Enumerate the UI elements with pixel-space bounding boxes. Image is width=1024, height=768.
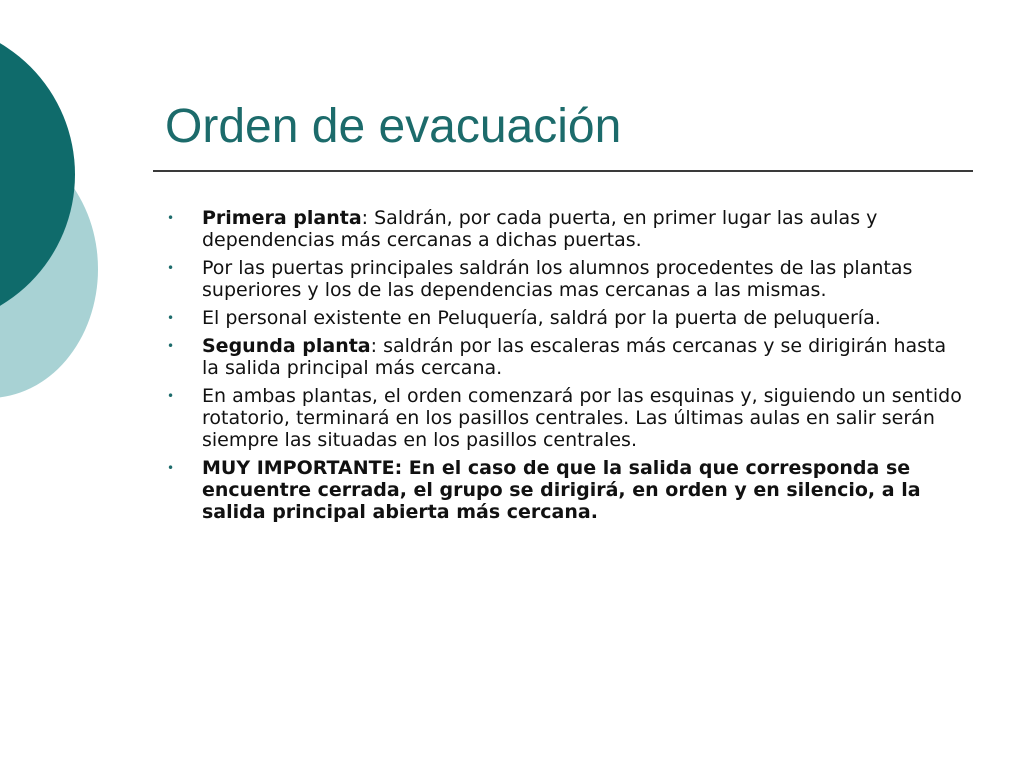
bullet-text: El personal existente en Peluquería, saldrá por la puerta de peluquería. <box>202 307 881 329</box>
slide-title: Orden de evacuación <box>165 100 622 153</box>
title-divider <box>153 170 973 172</box>
bullet-icon: • <box>167 389 175 403</box>
bullet-text: En ambas plantas, el orden comenzará por las esquinas y, siguiendo un sentido rotatorio, terminará en los pasillos centrales. Las últimas aulas en salir serán siempre las situadas en los pasillos centrales. <box>202 385 962 451</box>
bullet-text: : saldrán por las escaleras más cercanas y se dirigirán hasta la salida principal más cercana. <box>202 335 947 379</box>
bullet-icon: • <box>167 211 175 225</box>
bullet-item <box>162 207 962 251</box>
bullet-bold-text: MUY IMPORTANTE: En el caso de que la salida que corresponda se encuentre cerrada, el grupo se dirigirá, en orden y en silencio, a la salida principal abierta más cercana. <box>202 457 921 523</box>
bullet-item <box>162 257 962 301</box>
bullet-item <box>162 385 962 451</box>
bullet-list <box>162 207 962 529</box>
bullet-text: : Saldrán, por cada puerta, en primer lugar las aulas y dependencias más cercanas a dichas puertas. <box>202 207 878 251</box>
bullet-icon: • <box>167 261 175 275</box>
bullet-item <box>162 307 962 329</box>
bullet-bold-text: Primera planta <box>202 207 362 229</box>
bullet-icon: • <box>167 311 175 325</box>
bullet-bold-text: Segunda planta <box>202 335 371 357</box>
bullet-icon: • <box>167 339 175 353</box>
bullet-item <box>162 457 962 523</box>
bullet-icon: • <box>167 461 175 475</box>
bullet-text: Por las puertas principales saldrán los alumnos procedentes de las plantas superiores y los de las dependencias mas cercanas a las mismas. <box>202 257 913 301</box>
bullet-item <box>162 335 962 379</box>
